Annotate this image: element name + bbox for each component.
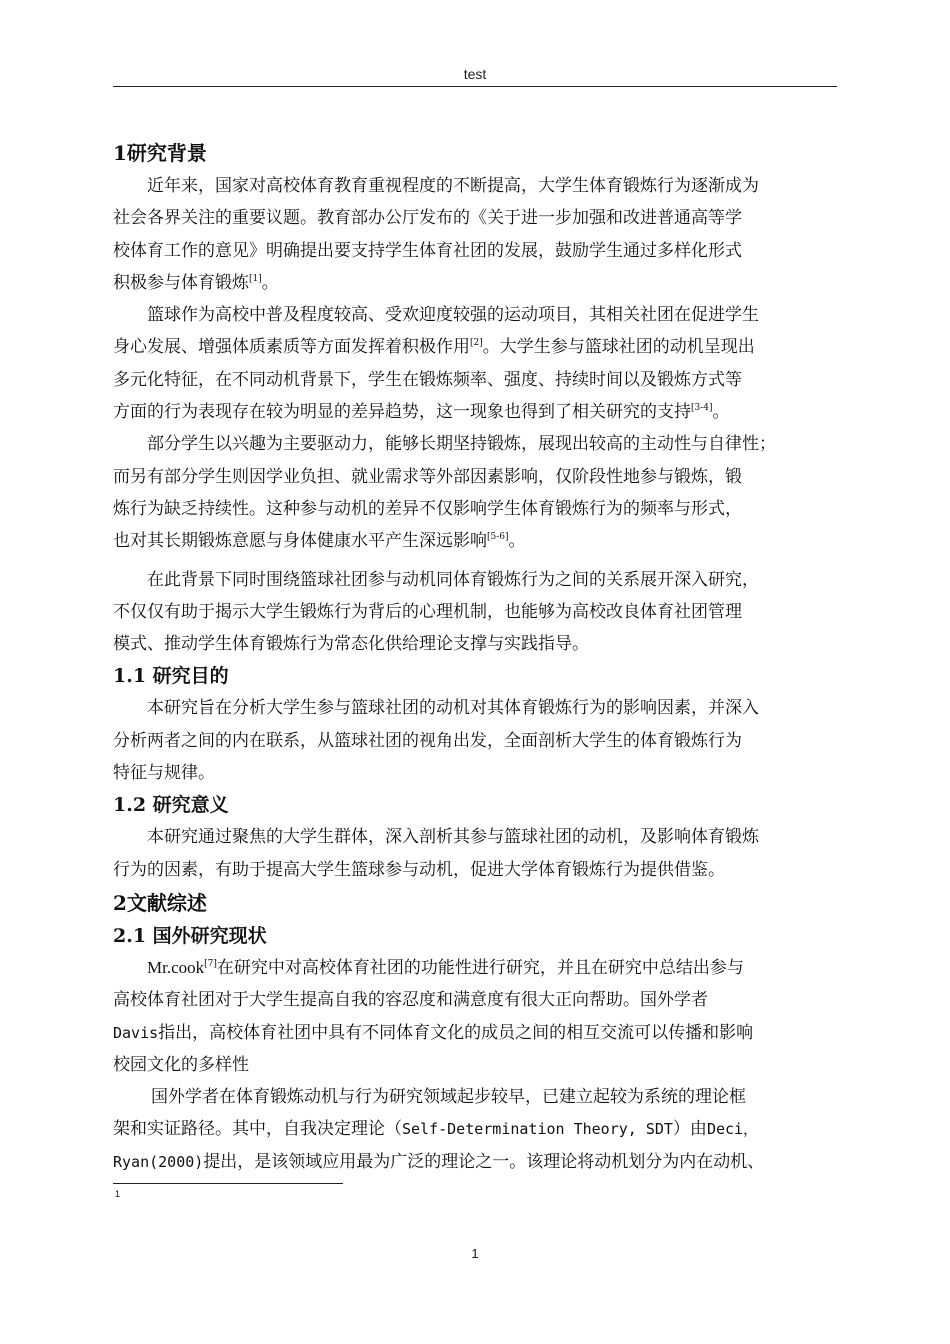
text-line: 行为的因素，有助于提高大学生篮球参与动机，促进大学体育锻炼行为提供借鉴。	[113, 859, 725, 880]
text-line	[113, 1146, 841, 1178]
text-run: Deci，	[706, 1120, 759, 1139]
text-run: Mr.cook	[147, 957, 205, 977]
paragraph-2	[113, 299, 841, 428]
text-line: 篮球作为高校中普及程度较高、受欢迎度较强的运动项目，其相关社团在促进学生	[147, 305, 759, 326]
text-line: 分析两者之间的内在联系，从篮球社团的视角出发，全面剖析大学生的体育锻炼行为	[113, 730, 742, 751]
paragraph-purpose	[113, 692, 841, 789]
text-run: 身心发展、增强体质素质等方面发挥着积极作用	[113, 337, 470, 358]
paragraph-3	[113, 428, 841, 557]
citation: [5-6]	[487, 532, 509, 543]
text-run: 在研究中对高校体育社团的功能性进行研究，并且在研究中总结出参与	[216, 957, 744, 978]
page-header: test	[463, 66, 487, 82]
text-line: 校体育工作的意见》明确提出要支持学生体育社团的发展，鼓励学生通过多样化形式	[113, 240, 742, 261]
text-line: 多元化特征，在不同动机背景下，学生在锻炼频率、强度、持续时间以及锻炼方式等	[113, 369, 742, 390]
text-line: 而另有部分学生则因学业负担、就业需求等外部因素影响，仅阶段性地参与锻炼，锻	[113, 466, 742, 487]
text-run: 。大学生参与篮球社团的动机呈现出	[482, 337, 755, 358]
footnote-marker: 1	[115, 1189, 121, 1199]
text-run: 。	[508, 531, 526, 552]
text-run: 指出，高校体育社团中具有不同体育文化的成员之间的相互交流可以传播和影响	[158, 1022, 754, 1043]
text-line: 本研究通过聚焦的大学生群体，深入剖析其参与篮球社团的动机，及影响体育锻炼	[147, 827, 759, 848]
text-run: 方面的行为表现存在较为明显的差异趋势，这一现象也得到了相关研究的支持	[113, 402, 691, 423]
text-run: 。	[712, 402, 730, 423]
heading-research-significance: 1.2 研究意义	[113, 794, 229, 817]
header-rule	[113, 86, 837, 87]
heading-foreign-research: 2.1 国外研究现状	[113, 924, 267, 947]
heading-literature-review: 2文献综述	[113, 890, 207, 915]
text-run: Ryan(2000)	[113, 1152, 204, 1171]
page-number: 1	[471, 1246, 479, 1261]
text-line	[113, 952, 841, 984]
citation: [7]	[204, 958, 217, 969]
text-line: 在此背景下同时围绕篮球社团参与动机同体育锻炼行为之间的关系展开深入研究，	[147, 569, 759, 590]
paragraph-foreign-1	[113, 952, 841, 1081]
text-line	[113, 525, 841, 557]
text-line: 部分学生以兴趣为主要驱动力，能够长期坚持锻炼，展现出较高的主动性与自律性；	[147, 434, 776, 455]
citation: [3-4]	[691, 403, 713, 414]
text-line	[113, 267, 841, 299]
text-line	[113, 1017, 841, 1049]
paragraph-4	[113, 564, 841, 661]
text-run: Davis	[113, 1023, 159, 1042]
text-line	[113, 331, 841, 363]
text-line: 炼行为缺乏持续性。这种参与动机的差异不仅影响学生体育锻炼行为的频率与形式，	[113, 498, 742, 519]
citation: [1]	[249, 273, 262, 284]
text-line: 校园文化的多样性	[113, 1054, 249, 1075]
text-run: 架和实证路径。其中，自我决定理论（	[113, 1119, 402, 1140]
text-line: 特征与规律。	[113, 763, 215, 784]
citation: [2]	[470, 338, 483, 349]
text-run: Self-Determination Theory, SDT	[402, 1120, 673, 1139]
text-line: 高校体育社团对于大学生提高自我的容忍度和满意度有很大正向帮助。国外学者	[113, 990, 708, 1011]
footnote-rule	[113, 1183, 343, 1184]
text-line	[113, 1113, 841, 1145]
text-line: 近年来，国家对高校体育教育重视程度的不断提高，大学生体育锻炼行为逐渐成为	[147, 176, 759, 196]
text-run: 也对其长期锻炼意愿与身体健康水平产生深远影响	[113, 531, 487, 552]
paragraph-foreign-2	[113, 1081, 841, 1178]
text-run: 。	[261, 272, 279, 293]
text-line: 国外学者在体育锻炼动机与行为研究领域起步较早，已建立起较为系统的理论框	[151, 1087, 746, 1108]
paragraph-1	[113, 170, 841, 299]
document-body	[113, 136, 841, 1178]
text-line: 不仅仅有助于揭示大学生锻炼行为背后的心理机制，也能够为高校改良体育社团管理	[113, 601, 742, 622]
text-run: ）由	[672, 1119, 707, 1140]
text-run: 提出，是该领域应用最为广泛的理论之一。该理论将动机划分为内在动机、	[203, 1151, 765, 1172]
text-run: 积极参与体育锻炼	[113, 272, 249, 293]
text-line: 本研究旨在分析大学生参与篮球社团的动机对其体育锻炼行为的影响因素，并深入	[147, 698, 759, 719]
text-line: 模式、推动学生体育锻炼行为常态化供给理论支撑与实践指导。	[113, 634, 589, 655]
text-line	[113, 396, 841, 428]
text-line: 社会各界关注的重要议题。教育部办公厅发布的《关于进一步加强和改进普通高等学	[113, 208, 742, 229]
heading-research-background: 1研究背景	[113, 141, 207, 165]
heading-research-purpose: 1.1 研究目的	[113, 665, 229, 688]
paragraph-significance	[113, 821, 841, 886]
